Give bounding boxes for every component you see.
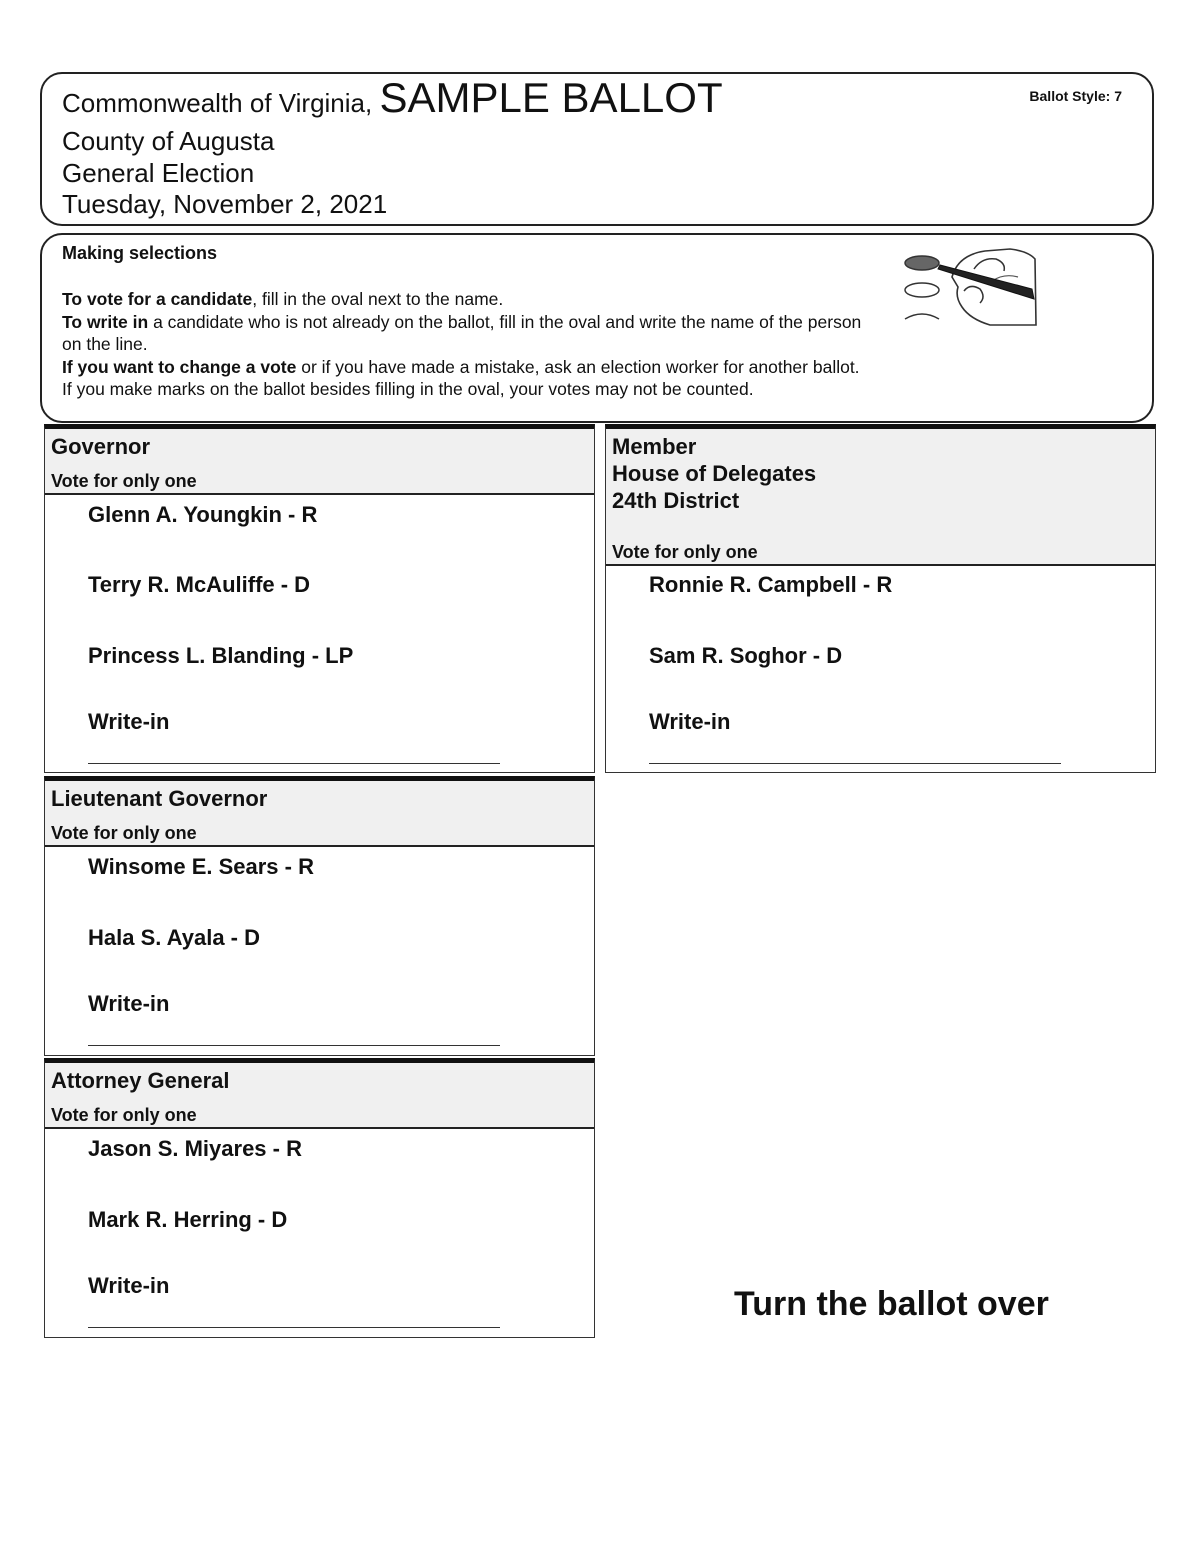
candidate-option[interactable]: Mark R. Herring - D xyxy=(88,1207,288,1232)
writein-instruction-bold: To write in xyxy=(62,311,149,332)
county-name: County of Augusta xyxy=(62,126,275,156)
contest-title: Lieutenant Governor xyxy=(51,786,268,811)
contest-header xyxy=(45,1063,594,1129)
contest-house-of-delegates xyxy=(605,424,1156,773)
instructions-box xyxy=(40,233,1154,423)
writein-instruction xyxy=(62,311,872,356)
candidate-option[interactable]: Jason S. Miyares - R xyxy=(88,1136,302,1161)
contest-title-district: 24th District xyxy=(612,488,740,513)
contest-attorney-general xyxy=(44,1058,595,1338)
writein-line[interactable] xyxy=(88,1327,500,1328)
candidate-option[interactable]: Terry R. McAuliffe - D xyxy=(88,572,311,597)
contest-header xyxy=(45,429,594,495)
writein-option[interactable]: Write-in xyxy=(649,709,731,734)
contest-header xyxy=(45,781,594,847)
writein-option[interactable]: Write-in xyxy=(88,709,170,734)
contest-governor xyxy=(44,424,595,773)
contest-header xyxy=(606,429,1155,566)
instructions-title: Making selections xyxy=(62,243,218,263)
vote-instruction-text: , fill in the oval next to the name. xyxy=(252,289,504,309)
writein-option[interactable]: Write-in xyxy=(88,1273,170,1298)
marks-warning: If you make marks on the ballot besides filling in the oval, your votes may not be counted. xyxy=(62,379,754,399)
candidate-option[interactable]: Glenn A. Youngkin - R xyxy=(88,502,318,527)
writein-line[interactable] xyxy=(88,1045,500,1046)
ballot-title-line xyxy=(62,74,723,122)
candidate-option[interactable]: Hala S. Ayala - D xyxy=(88,925,260,950)
vote-instruction: Vote for only one xyxy=(51,471,197,491)
vote-instruction: Vote for only one xyxy=(51,823,197,843)
hand-marking-oval-icon xyxy=(900,247,1040,327)
writein-line[interactable] xyxy=(649,763,1061,764)
writein-option[interactable]: Write-in xyxy=(88,991,170,1016)
ballot-title: SAMPLE BALLOT xyxy=(379,74,723,121)
election-name: General Election xyxy=(62,158,255,188)
instructions-text xyxy=(62,288,872,401)
change-instruction-text: or if you have made a mistake, ask an election worker for another ballot. xyxy=(296,356,860,377)
change-instruction-bold: If you want to change a vote xyxy=(62,356,297,377)
contest-title: Governor xyxy=(51,434,151,459)
candidate-option[interactable]: Ronnie R. Campbell - R xyxy=(649,572,893,597)
candidate-option[interactable]: Princess L. Blanding - LP xyxy=(88,643,354,668)
state-prefix: Commonwealth of Virginia, xyxy=(62,88,373,118)
vote-instruction-bold: To vote for a candidate xyxy=(62,289,253,309)
change-instruction xyxy=(62,356,872,379)
election-date: Tuesday, November 2, 2021 xyxy=(62,189,388,219)
ballot-style: Ballot Style: 7 xyxy=(1029,88,1122,104)
writein-line[interactable] xyxy=(88,763,500,764)
candidate-option[interactable]: Winsome E. Sears - R xyxy=(88,854,314,879)
vote-instruction: Vote for only one xyxy=(612,542,758,562)
vote-instruction: Vote for only one xyxy=(51,1105,197,1125)
turn-over-notice: Turn the ballot over xyxy=(734,1285,1049,1323)
ballot-header xyxy=(40,72,1154,226)
writein-instruction-text: a candidate who is not already on the ballot, fill in the oval and write the name of the person on the line. xyxy=(62,311,862,354)
contest-title: Attorney General xyxy=(51,1068,230,1093)
contest-lieutenant-governor xyxy=(44,776,595,1056)
contest-title-house: House of Delegates xyxy=(612,461,817,486)
contest-title-member: Member xyxy=(612,434,697,459)
candidate-option[interactable]: Sam R. Soghor - D xyxy=(649,643,843,668)
vote-instruction xyxy=(62,288,872,311)
